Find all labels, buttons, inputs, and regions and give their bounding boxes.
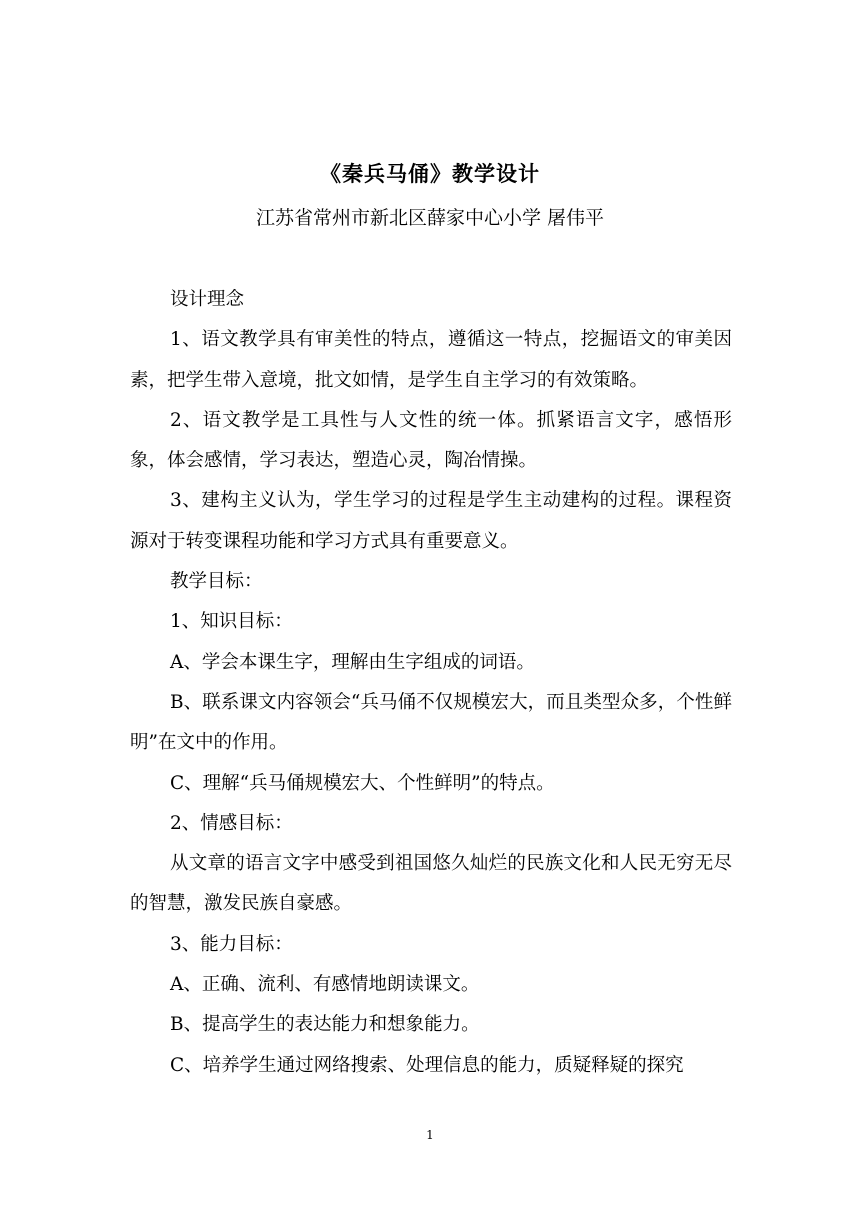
paragraph: 1、语文教学具有审美性的特点，遵循这一特点，挖掘语文的审美因素，把学生带入意境，批文如情，是学生自主学习的有效策略。 — [130, 329, 732, 391]
paragraph: 3、建构主义认为，学生学习的过程是学生主动建构的过程。课程资源对于转变课程功能和学习方式具有重要意义。 — [130, 490, 732, 552]
list-item: C、理解“兵马俑规模宏大、个性鲜明”的特点。 — [170, 772, 555, 794]
subheading-knowledge-goals: 1、知识目标： — [170, 611, 293, 633]
paragraph: 2、语文教学是工具性与人文性的统一体。抓紧语言文字，感悟形象，体会感情，学习表达，塑造心灵，陶冶情操。 — [130, 409, 732, 472]
list-item: A、正确、流利、有感情地朗读课文。 — [170, 974, 480, 996]
subheading-ability-goals: 3、能力目标： — [170, 933, 293, 955]
list-item: C、培养学生通过网络搜索、处理信息的能力，质疑释疑的探究 — [170, 1054, 684, 1076]
subheading-emotion-goals: 2、情感目标： — [170, 812, 293, 834]
section-heading-teaching-goals: 教学目标： — [170, 571, 263, 593]
document-body — [130, 280, 732, 1086]
paragraph: 从文章的语言文字中感受到祖国悠久灿烂的民族文化和人民无穷无尽的智慧，激发民族自豪感。 — [130, 853, 732, 915]
list-item: A、学会本课生字，理解由生字组成的词语。 — [170, 651, 535, 673]
section-heading-design-concept: 设计理念 — [170, 289, 245, 310]
list-item: B、提高学生的表达能力和想象能力。 — [170, 1014, 480, 1036]
author-line: 江苏省常州市新北区薛家中心小学 屠伟平 — [255, 207, 605, 229]
document-title: 《秦兵马俑》教学设计 — [320, 162, 540, 186]
page-number: 1 — [426, 1128, 434, 1142]
list-item: B、联系课文内容领会“兵马俑不仅规模宏大，而且类型众多，个性鲜明”在文中的作用。 — [130, 691, 732, 754]
